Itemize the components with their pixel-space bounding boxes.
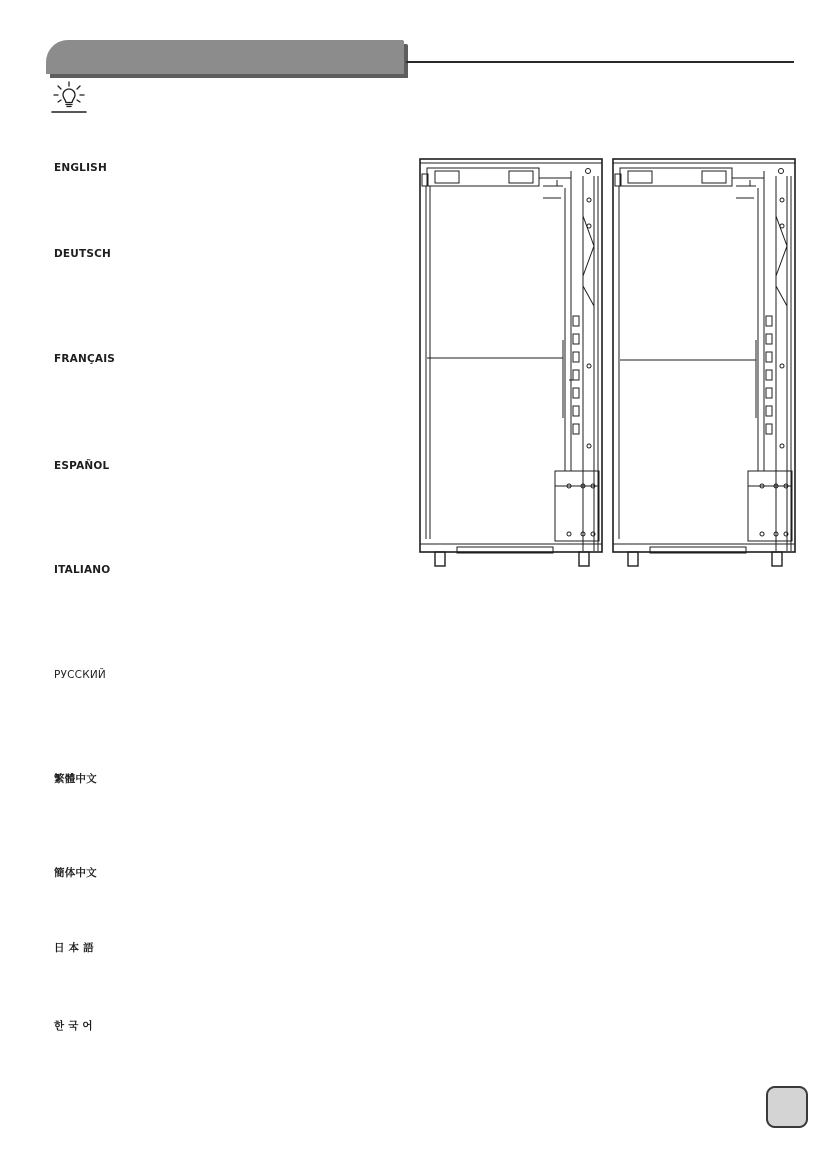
language-label-simplified-chinese: 簡体中文 (54, 867, 97, 879)
section-header-face (46, 40, 404, 74)
case-drawing-left (417, 156, 609, 570)
case-drawing-right (610, 156, 802, 570)
language-label-francais: FRANÇAIS (54, 353, 116, 365)
language-label-russian: PУССКИЙ (54, 669, 106, 681)
header-rule (406, 61, 794, 63)
language-label-korean: 한 국 어 (54, 1020, 93, 1032)
language-label-deutsch: DEUTSCH (54, 248, 112, 260)
language-label-espanol: ESPAÑOL (54, 460, 110, 472)
language-label-english: ENGLISH (54, 162, 107, 174)
section-header-tab (46, 40, 408, 78)
language-label-italiano: ITALIANO (54, 564, 111, 576)
lightbulb-icon (50, 80, 88, 114)
language-label-traditional-chinese: 繁體中文 (54, 773, 97, 785)
page-number-badge (766, 1086, 808, 1128)
language-label-japanese: 日 本 語 (54, 942, 94, 954)
